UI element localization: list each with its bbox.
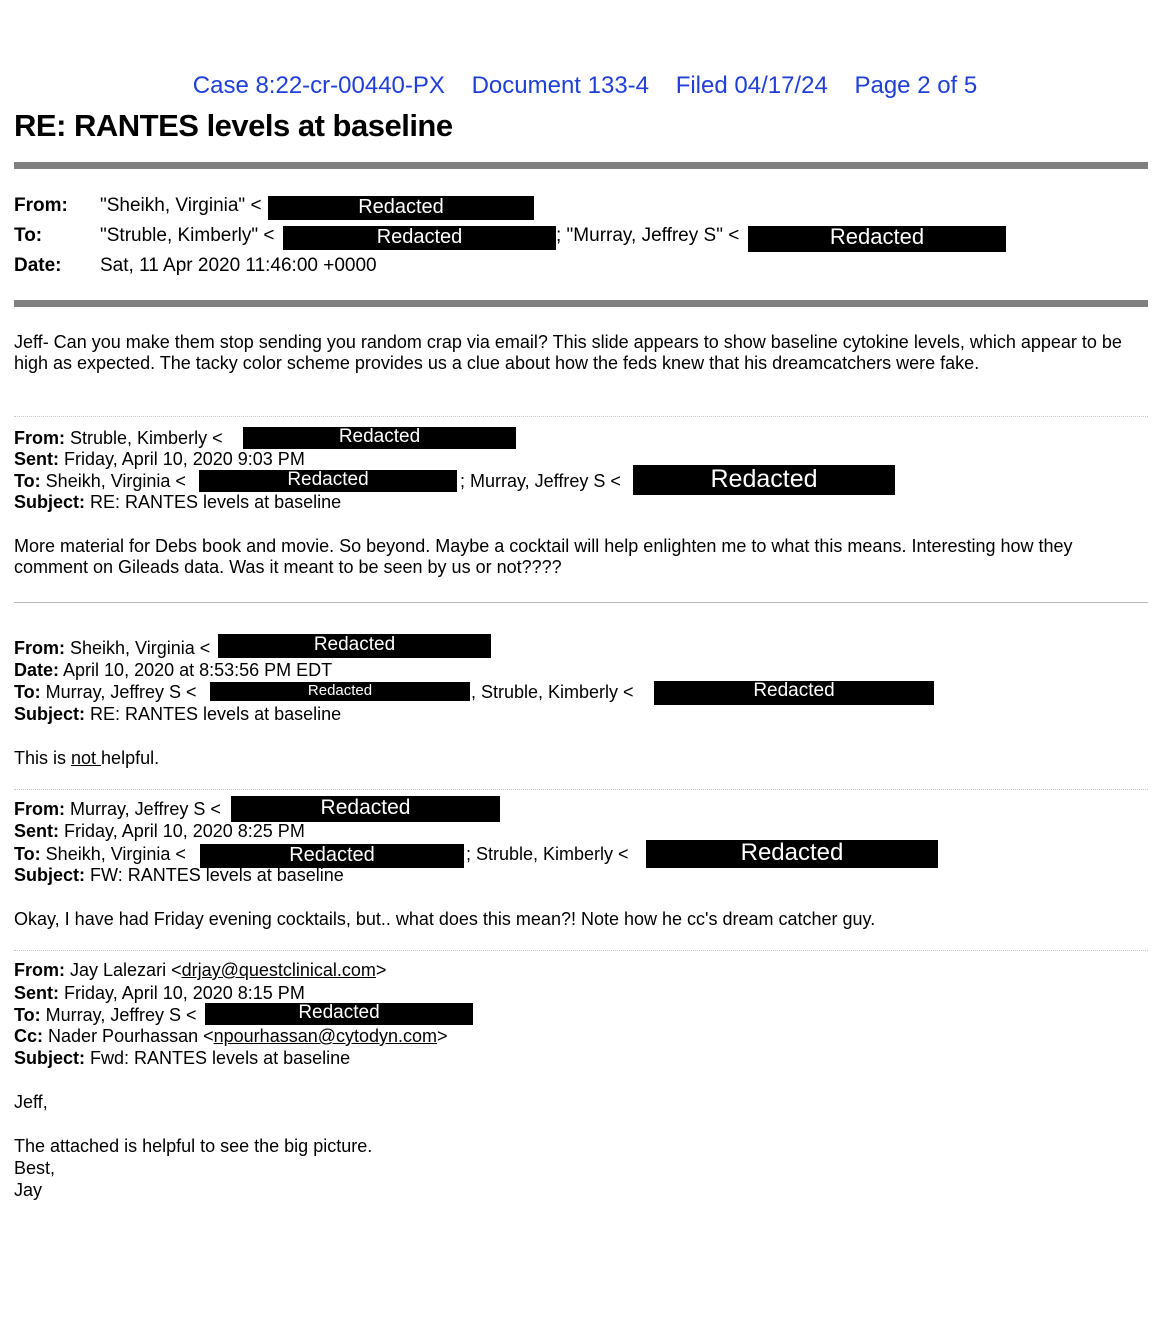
- to-label: To:: [14, 471, 41, 491]
- redaction-box: Redacted: [218, 634, 491, 658]
- message-separator: [14, 416, 1148, 417]
- from-value: Struble, Kimberly <: [70, 428, 223, 448]
- message-2-subject: [14, 491, 341, 513]
- subject-label: Subject:: [14, 1048, 86, 1068]
- message-3-subject: [14, 703, 341, 725]
- message-1-body: Jeff- Can you make them stop sending you random crap via email? This slide appears to show baseline cytokine levels, which appear to be high as expected. The tacky color scheme provides us a clue about how the feds knew that his dreamcatchers were fake.: [14, 332, 1122, 373]
- cc-email-link[interactable]: npourhassan@cytodyn.com: [213, 1026, 438, 1046]
- divider-top: [14, 162, 1148, 169]
- cc-close: >: [437, 1026, 448, 1046]
- message-separator: [14, 950, 1148, 951]
- message-4-from: [14, 798, 221, 820]
- message-separator: [14, 789, 1148, 790]
- page-title: RE: RANTES levels at baseline: [14, 108, 453, 143]
- message-4-to-value-2: ; Struble, Kimberly <: [466, 844, 629, 864]
- to-label: To:: [14, 844, 41, 864]
- body-pre: This is: [14, 748, 72, 768]
- subject-label: Subject:: [14, 704, 86, 724]
- redaction-box: Redacted: [205, 1003, 473, 1025]
- redaction-box: Redacted: [633, 465, 895, 495]
- message-2-body: More material for Debs book and movie. So beyond. Maybe a cocktail will help enlighten me to what this means. Interesting how they comment on Gileads data. Was it meant to be seen by us or not????: [14, 536, 1073, 577]
- sent-label: Sent:: [14, 821, 59, 841]
- sent-label: Sent:: [14, 449, 59, 469]
- redaction-box: Redacted: [210, 682, 470, 701]
- message-3-date: [14, 659, 332, 681]
- subject-label: Subject:: [14, 865, 86, 885]
- redaction-box: Redacted: [748, 226, 1006, 252]
- message-2-to-value-2: ; Murray, Jeffrey S <: [460, 471, 621, 491]
- to-label: To:: [14, 682, 41, 702]
- redaction-box: Redacted: [200, 844, 464, 868]
- message-5-subject: [14, 1047, 350, 1069]
- header-from-label: From:: [14, 195, 68, 216]
- message-3-body: [14, 747, 159, 769]
- redaction-box: Redacted: [283, 226, 556, 250]
- to-value-1: Sheikh, Virginia <: [45, 471, 186, 491]
- subject-value: FW: RANTES levels at baseline: [90, 865, 344, 885]
- from-label: From:: [14, 638, 65, 658]
- from-label: From:: [14, 799, 65, 819]
- message-2-to: [14, 470, 186, 492]
- message-5-from: [14, 959, 386, 981]
- message-4-subject: [14, 864, 344, 886]
- message-5-greeting: Jeff,: [14, 1092, 48, 1112]
- sent-label: Sent:: [14, 983, 59, 1003]
- from-value: Murray, Jeffrey S <: [70, 799, 221, 819]
- message-2-sent: [14, 448, 305, 470]
- cc-name: Nader Pourhassan <: [48, 1026, 214, 1046]
- from-value: Sheikh, Virginia <: [70, 638, 211, 658]
- message-5-sent: [14, 982, 305, 1004]
- redaction-box: Redacted: [243, 427, 516, 449]
- subject-value: Fwd: RANTES levels at baseline: [90, 1048, 351, 1068]
- message-5-closing: Best,: [14, 1158, 56, 1178]
- to-value-1: Murray, Jeffrey S <: [45, 682, 197, 702]
- message-5-body: The attached is helpful to see the big picture.: [14, 1136, 373, 1156]
- filed-date: Filed 04/17/24: [675, 72, 828, 99]
- subject-value: RE: RANTES levels at baseline: [90, 492, 342, 512]
- redaction-box: Redacted: [231, 796, 500, 822]
- to-label: To:: [14, 1005, 41, 1025]
- sent-value: Friday, April 10, 2020 8:25 PM: [64, 821, 305, 841]
- redaction-box: Redacted: [199, 470, 457, 492]
- message-4-sent: [14, 820, 305, 842]
- to-value: Murray, Jeffrey S <: [45, 1005, 197, 1025]
- header-date-label: Date:: [14, 255, 62, 276]
- page-number: Page 2 of 5: [854, 72, 978, 99]
- sent-value: Friday, April 10, 2020 8:15 PM: [64, 983, 305, 1003]
- subject-value: RE: RANTES levels at baseline: [90, 704, 342, 724]
- date-label: Date:: [14, 660, 60, 680]
- header-to-value-2: ; "Murray, Jeffrey S" <: [556, 225, 740, 246]
- message-separator: [14, 602, 1148, 603]
- from-close: >: [375, 960, 387, 980]
- message-4-to: [14, 843, 186, 865]
- message-5-to: [14, 1004, 197, 1026]
- cc-label: Cc:: [14, 1026, 44, 1046]
- from-name: Jay Lalezari <: [70, 960, 182, 980]
- message-3-to: [14, 681, 197, 703]
- message-5-cc: [14, 1025, 448, 1047]
- from-email-link[interactable]: drjay@questclinical.com: [181, 960, 376, 980]
- redaction-box: Redacted: [646, 840, 938, 868]
- sent-value: Friday, April 10, 2020 9:03 PM: [64, 449, 305, 469]
- header-date-value: Sat, 11 Apr 2020 11:46:00 +0000: [100, 255, 377, 276]
- subject-label: Subject:: [14, 492, 86, 512]
- from-label: From:: [14, 960, 65, 980]
- body-underlined: not: [71, 748, 102, 768]
- message-3-from: [14, 637, 210, 659]
- message-4-body: Okay, I have had Friday evening cocktails, but.. what does this mean?! Note how he cc's dream catcher guy.: [14, 909, 876, 929]
- header-to-value-1: "Struble, Kimberly" <: [100, 225, 275, 246]
- header-to-label: To:: [14, 225, 43, 246]
- header-from-value: "Sheikh, Virginia" <: [100, 195, 262, 216]
- redaction-box: Redacted: [268, 196, 534, 220]
- case-number: Case 8:22-cr-00440-PX: [192, 72, 445, 99]
- message-5-signature: Jay: [14, 1180, 43, 1200]
- redaction-box: Redacted: [654, 681, 934, 705]
- body-post: helpful.: [101, 748, 160, 768]
- to-value-1: Sheikh, Virginia <: [45, 844, 186, 864]
- message-3-to-value-2: , Struble, Kimberly <: [471, 682, 634, 702]
- date-value: April 10, 2020 at 8:53:56 PM EDT: [63, 660, 333, 680]
- message-2-from: [14, 427, 223, 449]
- document-number: Document 133-4: [471, 72, 650, 99]
- divider-header: [14, 300, 1148, 307]
- case-header: [0, 72, 1170, 100]
- from-label: From:: [14, 428, 65, 448]
